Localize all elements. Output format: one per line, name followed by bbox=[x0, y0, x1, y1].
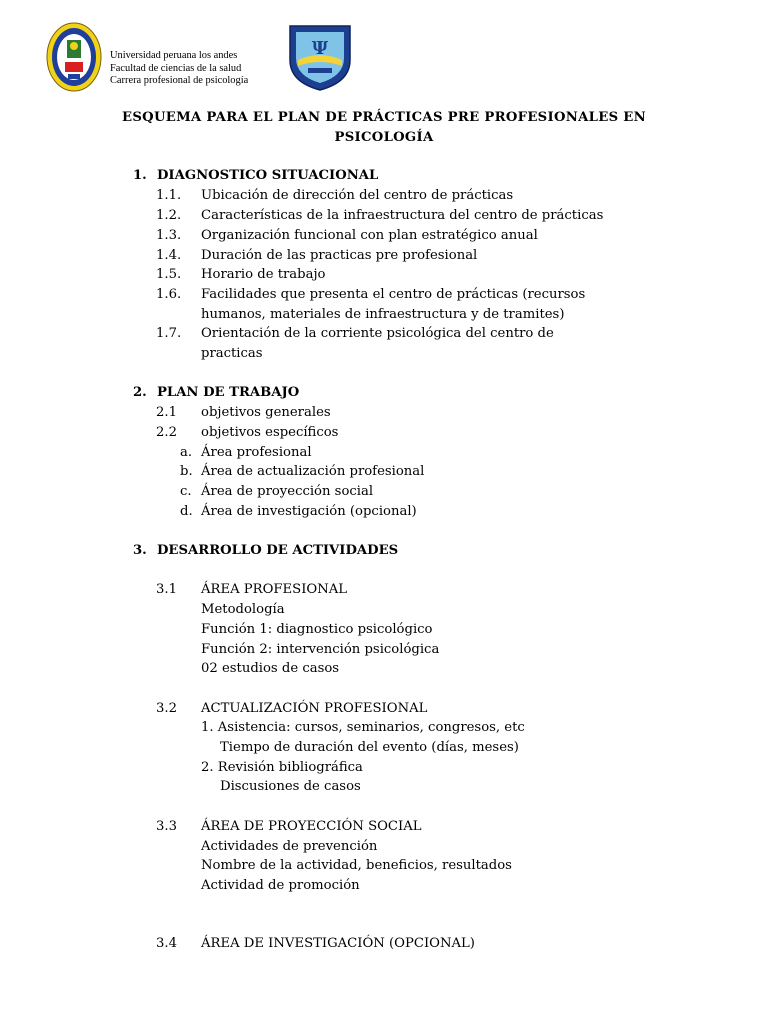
section-heading bbox=[133, 166, 378, 186]
header-faculty: Facultad de ciencias de la salud bbox=[110, 62, 242, 74]
title-line-2: PSICOLOGÍA bbox=[334, 130, 434, 145]
item-letter: d. bbox=[180, 504, 193, 519]
item-text: Orientación de la corriente psicológica del centro de bbox=[201, 326, 554, 341]
subsection-line: Función 2: intervención psicológica bbox=[201, 642, 440, 657]
item-text: objetivos generales bbox=[201, 405, 331, 420]
item-number: 1.1. bbox=[156, 188, 182, 203]
subsection-line: Discusiones de casos bbox=[220, 779, 361, 794]
item-number: 1.6. bbox=[156, 287, 182, 302]
item-number: 2.1 bbox=[156, 405, 177, 420]
item-continuation: humanos, materiales de infraestructura y de tramites) bbox=[201, 307, 565, 322]
psychology-shield-logo bbox=[286, 20, 354, 92]
list-item bbox=[156, 285, 585, 305]
item-number: 2.2 bbox=[156, 425, 177, 440]
list-item bbox=[180, 443, 312, 463]
section-number: 3. bbox=[133, 543, 147, 558]
section-title: PLAN DE TRABAJO bbox=[157, 385, 300, 400]
section-title: DIAGNOSTICO SITUACIONAL bbox=[157, 168, 379, 183]
list-item bbox=[156, 206, 603, 226]
item-continuation: practicas bbox=[201, 346, 263, 361]
subsection-line: Función 1: diagnostico psicológico bbox=[201, 622, 433, 637]
list-item bbox=[156, 423, 338, 443]
section-title: DESARROLLO DE ACTIVIDADES bbox=[157, 543, 399, 558]
item-text: Características de la infraestructura del centro de prácticas bbox=[201, 208, 604, 223]
section-heading bbox=[133, 541, 398, 561]
list-item bbox=[180, 462, 424, 482]
item-text: Ubicación de dirección del centro de prácticas bbox=[201, 188, 514, 203]
item-text: Área de proyección social bbox=[201, 484, 374, 499]
list-item bbox=[156, 403, 331, 423]
header-university: Universidad peruana los andes bbox=[110, 50, 238, 61]
subsection-line: Actividades de prevención bbox=[201, 839, 378, 854]
item-text: Duración de las practicas pre profesional bbox=[201, 248, 478, 263]
list-item bbox=[156, 265, 326, 285]
subsection-line: 2. Revisión bibliográfica bbox=[201, 760, 363, 775]
list-item bbox=[156, 186, 513, 206]
item-letter: a. bbox=[180, 445, 193, 460]
list-item bbox=[156, 246, 477, 266]
item-text: Organización funcional con plan estratégico anual bbox=[201, 228, 538, 243]
header-career: Carrera profesional de psicología bbox=[110, 75, 249, 86]
list-item bbox=[180, 482, 373, 502]
title-line-1: ESQUEMA PARA EL PLAN DE PRÁCTICAS PRE PROFESIONALES EN bbox=[121, 110, 646, 125]
item-text: Facilidades que presenta el centro de prácticas (recursos bbox=[201, 287, 586, 302]
item-number: 1.5. bbox=[156, 267, 182, 282]
item-letter: c. bbox=[180, 484, 192, 499]
item-number: 1.4. bbox=[156, 248, 182, 263]
section-number: 1. bbox=[133, 168, 147, 183]
subsection-heading bbox=[156, 699, 427, 719]
section-heading bbox=[133, 383, 299, 403]
institution-header bbox=[110, 50, 248, 88]
item-text: Área profesional bbox=[201, 445, 312, 460]
subsection-heading bbox=[156, 934, 475, 954]
subsection-number: 3.1 bbox=[156, 582, 177, 597]
list-item bbox=[156, 324, 554, 344]
subsection-title: ÁREA DE PROYECCIÓN SOCIAL bbox=[201, 819, 422, 834]
item-text: Área de investigación (opcional) bbox=[201, 504, 417, 519]
document-title bbox=[0, 108, 768, 148]
subsection-line: Nombre de la actividad, beneficios, resultados bbox=[201, 858, 512, 873]
item-number: 1.3. bbox=[156, 228, 182, 243]
list-item bbox=[156, 226, 538, 246]
subsection-title: ÁREA DE INVESTIGACIÓN (OPCIONAL) bbox=[201, 936, 475, 951]
university-seal-logo bbox=[46, 22, 102, 92]
item-text: Área de actualización profesional bbox=[201, 464, 425, 479]
section-number: 2. bbox=[133, 385, 147, 400]
item-number: 1.2. bbox=[156, 208, 182, 223]
subsection-number: 3.2 bbox=[156, 701, 177, 716]
subsection-heading bbox=[156, 817, 422, 837]
subsection-title: ACTUALIZACIÓN PROFESIONAL bbox=[201, 701, 428, 716]
subsection-number: 3.3 bbox=[156, 819, 177, 834]
subsection-line: Metodología bbox=[201, 602, 285, 617]
item-text: objetivos específicos bbox=[201, 425, 339, 440]
psi-symbol: Ψ bbox=[311, 38, 329, 59]
subsection-line: 1. Asistencia: cursos, seminarios, congresos, etc bbox=[201, 720, 525, 735]
subsection-line: Tiempo de duración del evento (días, meses) bbox=[220, 740, 519, 755]
item-number: 1.7. bbox=[156, 326, 182, 341]
list-item bbox=[180, 502, 417, 522]
subsection-heading bbox=[156, 580, 347, 600]
item-text: Horario de trabajo bbox=[201, 267, 326, 282]
item-letter: b. bbox=[180, 464, 193, 479]
subsection-number: 3.4 bbox=[156, 936, 177, 951]
subsection-line: Actividad de promoción bbox=[201, 878, 360, 893]
subsection-title: ÁREA PROFESIONAL bbox=[201, 582, 348, 597]
subsection-line: 02 estudios de casos bbox=[201, 661, 340, 676]
